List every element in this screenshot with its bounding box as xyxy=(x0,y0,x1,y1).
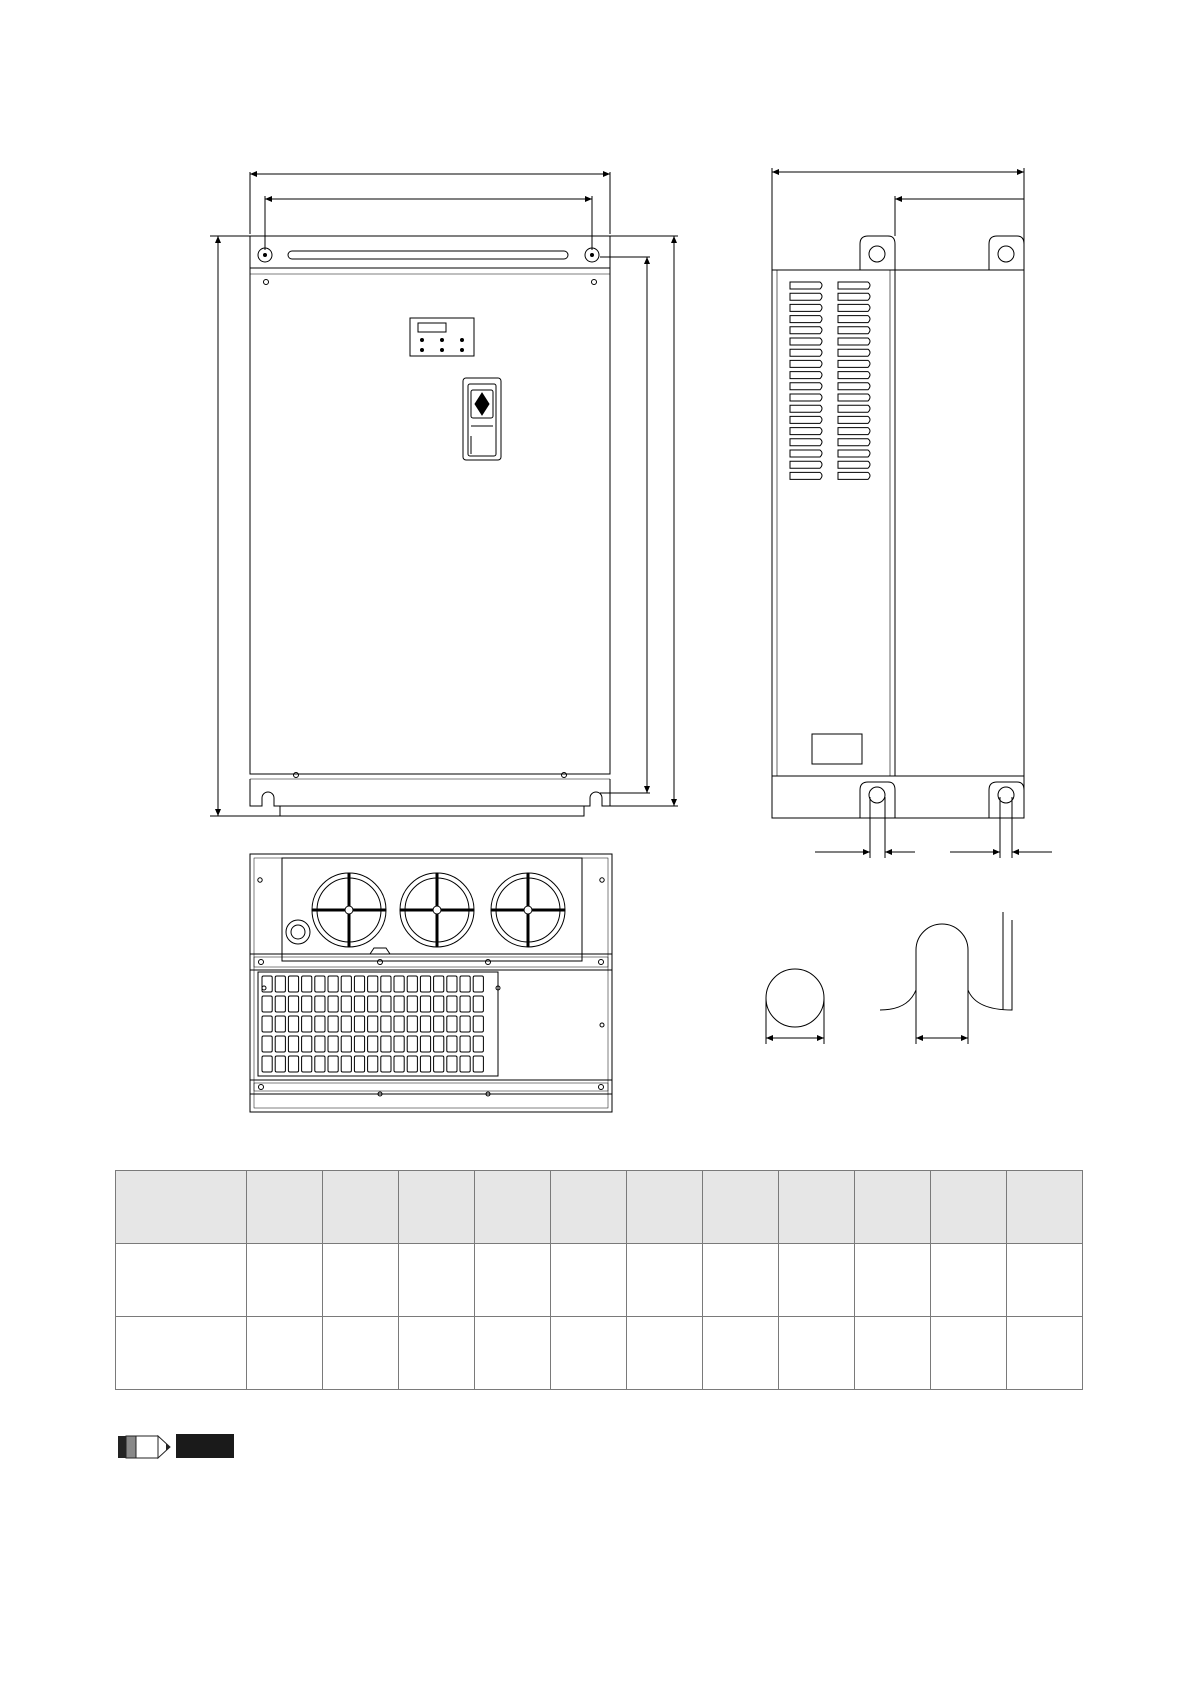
table-cell xyxy=(703,1317,779,1390)
grille-slot xyxy=(407,1056,417,1072)
grille-slot xyxy=(341,1016,351,1032)
grille-slot xyxy=(354,1016,364,1032)
grille-slot xyxy=(394,1036,404,1052)
grille-slot xyxy=(328,1056,338,1072)
grille-slot xyxy=(315,1036,325,1052)
vent-slot xyxy=(790,416,822,423)
vent-slot xyxy=(790,428,822,435)
table-cell xyxy=(855,1244,931,1317)
top-slot xyxy=(288,251,568,259)
grille-slot xyxy=(275,1036,285,1052)
front-view xyxy=(210,172,678,816)
ventilation-louvres xyxy=(790,282,870,479)
dimension-mounting-width xyxy=(265,196,592,250)
grille-slot xyxy=(341,1036,351,1052)
grille-slot xyxy=(275,1056,285,1072)
grille-slot xyxy=(368,976,378,992)
cable-gland-icon xyxy=(286,920,310,944)
grille-slot xyxy=(288,996,298,1012)
table-cell xyxy=(247,1244,323,1317)
vent-slot xyxy=(790,372,822,379)
table-cell xyxy=(779,1244,855,1317)
grille-slot xyxy=(434,996,444,1012)
grille-slot xyxy=(381,1016,391,1032)
dimension-mounting-height xyxy=(600,257,650,793)
grille-slot xyxy=(460,1056,470,1072)
vent-slot xyxy=(790,327,822,334)
grille-slot xyxy=(407,1016,417,1032)
grille-slot xyxy=(315,1056,325,1072)
table-header-row xyxy=(116,1171,1083,1244)
grille-slot xyxy=(381,1056,391,1072)
vent-slot xyxy=(838,416,870,423)
grille-slot xyxy=(394,1056,404,1072)
grille-slot xyxy=(315,996,325,1012)
grille-slot xyxy=(368,1016,378,1032)
grille-slot xyxy=(447,1016,457,1032)
grille-slot xyxy=(394,1016,404,1032)
front-panel xyxy=(250,268,610,774)
vent-slot xyxy=(790,450,822,457)
table-cell xyxy=(703,1244,779,1317)
table-row xyxy=(116,1317,1083,1390)
dimension-overall-height xyxy=(210,236,280,816)
table-header-cell xyxy=(399,1171,475,1244)
grille-slot xyxy=(394,996,404,1012)
vent-slot xyxy=(838,472,870,479)
grille-slot xyxy=(328,996,338,1012)
grille-slot xyxy=(354,1036,364,1052)
table-cell xyxy=(323,1244,399,1317)
grille-slot xyxy=(315,976,325,992)
dimension-overall-width xyxy=(250,172,610,234)
grille-slot xyxy=(420,1036,430,1052)
table-cell xyxy=(399,1317,475,1390)
fan-icon xyxy=(491,873,565,947)
grille-slot xyxy=(262,1016,272,1032)
table-cell xyxy=(931,1317,1007,1390)
grille-slot xyxy=(407,976,417,992)
grille-slot xyxy=(460,976,470,992)
grille-slot xyxy=(275,996,285,1012)
grille-slot xyxy=(368,1056,378,1072)
vent-slot xyxy=(790,349,822,356)
table-cell xyxy=(551,1244,627,1317)
grille-slot xyxy=(420,996,430,1012)
grille-slot xyxy=(434,976,444,992)
air-grille xyxy=(258,972,498,1076)
vent-slot xyxy=(790,304,822,311)
grille-slot xyxy=(473,1036,483,1052)
table-cell xyxy=(116,1244,247,1317)
grille-slot xyxy=(288,1036,298,1052)
grille-slot xyxy=(447,996,457,1012)
top-mounting-plate xyxy=(250,236,610,268)
grille-slot xyxy=(302,1036,312,1052)
vent-slot xyxy=(790,439,822,446)
vent-slot xyxy=(838,383,870,390)
grille-slot xyxy=(420,976,430,992)
grille-slot xyxy=(288,976,298,992)
door-handle xyxy=(463,378,501,460)
grille-slot xyxy=(354,1056,364,1072)
vent-slot xyxy=(838,316,870,323)
grille-slot xyxy=(315,1016,325,1032)
side-view xyxy=(772,168,1052,858)
dimension-body-height xyxy=(610,236,678,806)
vent-slot xyxy=(790,293,822,300)
grille-slot xyxy=(460,1036,470,1052)
table-cell xyxy=(399,1244,475,1317)
grille-slot xyxy=(262,1036,272,1052)
vent-slot xyxy=(838,293,870,300)
grille-slot xyxy=(328,976,338,992)
grille-slot xyxy=(288,1016,298,1032)
dimension-overall-depth xyxy=(772,168,1024,270)
dimension-hole-diameter xyxy=(815,797,1052,858)
grille-slot xyxy=(341,1056,351,1072)
vent-slot xyxy=(790,394,822,401)
vent-slot xyxy=(838,394,870,401)
table-header-cell xyxy=(703,1171,779,1244)
fan-icon xyxy=(312,873,386,947)
vent-slot xyxy=(790,472,822,479)
mounting-slot-detail xyxy=(880,912,1012,1044)
table-cell xyxy=(1007,1317,1083,1390)
vent-slot xyxy=(838,461,870,468)
grille-slot xyxy=(394,976,404,992)
vent-slot xyxy=(838,282,870,289)
grille-slot xyxy=(302,996,312,1012)
vent-slot xyxy=(790,461,822,468)
grille-slot xyxy=(434,1036,444,1052)
grille-slot xyxy=(288,1056,298,1072)
table-cell xyxy=(116,1317,247,1390)
grille-slot xyxy=(302,1016,312,1032)
grille-slot xyxy=(407,1036,417,1052)
side-panel xyxy=(772,270,1024,776)
table-cell xyxy=(323,1317,399,1390)
grille-slot xyxy=(328,1036,338,1052)
grille-slot xyxy=(328,1016,338,1032)
table-header-cell xyxy=(627,1171,703,1244)
nameplate xyxy=(812,734,862,764)
table-cell xyxy=(247,1317,323,1390)
grille-slot xyxy=(368,1036,378,1052)
table-header-cell xyxy=(323,1171,399,1244)
grille-slot xyxy=(275,976,285,992)
grille-slot xyxy=(262,996,272,1012)
grille-slot xyxy=(434,1016,444,1032)
vent-slot xyxy=(790,405,822,412)
table-cell xyxy=(475,1244,551,1317)
grille-slot xyxy=(302,1056,312,1072)
grille-slot xyxy=(447,976,457,992)
grille-slot xyxy=(368,996,378,1012)
vent-slot xyxy=(838,439,870,446)
vent-slot xyxy=(790,383,822,390)
table-cell xyxy=(1007,1244,1083,1317)
grille-slot xyxy=(473,976,483,992)
vent-slot xyxy=(838,372,870,379)
table-cell xyxy=(475,1317,551,1390)
vent-slot xyxy=(838,428,870,435)
table-header-cell xyxy=(116,1171,247,1244)
table-header-cell xyxy=(779,1171,855,1244)
fan-icon xyxy=(400,873,474,947)
table-cell xyxy=(627,1244,703,1317)
vent-slot xyxy=(838,338,870,345)
bottom-view xyxy=(250,854,612,1112)
grille-slot xyxy=(460,996,470,1012)
grille-slot xyxy=(381,1036,391,1052)
grille-slot xyxy=(473,1016,483,1032)
grille-slot xyxy=(275,1016,285,1032)
table-header-cell xyxy=(931,1171,1007,1244)
vent-slot xyxy=(790,338,822,345)
dimension-heatsink-depth xyxy=(895,196,1024,236)
grille-slot xyxy=(341,976,351,992)
grille-slot xyxy=(262,1056,272,1072)
grille-slot xyxy=(420,1056,430,1072)
grille-slot xyxy=(447,1036,457,1052)
vent-slot xyxy=(790,316,822,323)
grille-slot xyxy=(354,996,364,1012)
table-header-cell xyxy=(475,1171,551,1244)
vent-slot xyxy=(838,450,870,457)
grille-slot xyxy=(381,996,391,1012)
keypad xyxy=(410,318,474,356)
vent-slot xyxy=(838,405,870,412)
table-cell xyxy=(551,1317,627,1390)
vent-slot xyxy=(838,349,870,356)
mounting-hole-detail xyxy=(766,969,824,1044)
grille-slot xyxy=(407,996,417,1012)
grille-slot xyxy=(381,976,391,992)
grille-slot xyxy=(434,1056,444,1072)
table-header-cell xyxy=(855,1171,931,1244)
table-cell xyxy=(855,1317,931,1390)
table-cell xyxy=(931,1244,1007,1317)
grille-slot xyxy=(473,996,483,1012)
grille-slot xyxy=(341,996,351,1012)
vent-slot xyxy=(838,304,870,311)
table-cell xyxy=(779,1317,855,1390)
vent-slot xyxy=(838,327,870,334)
grille-slot xyxy=(473,1056,483,1072)
vent-slot xyxy=(790,282,822,289)
table-row xyxy=(116,1244,1083,1317)
grille-slot xyxy=(354,976,364,992)
table-header-cell xyxy=(1007,1171,1083,1244)
bottom-mounting-plate xyxy=(250,779,610,816)
table-cell xyxy=(627,1317,703,1390)
grille-slot xyxy=(420,1016,430,1032)
grille-slot xyxy=(460,1016,470,1032)
grille-slot xyxy=(302,976,312,992)
dimension-table xyxy=(115,1170,1083,1390)
vent-slot xyxy=(790,360,822,367)
note-label xyxy=(176,1434,234,1458)
table-header-cell xyxy=(247,1171,323,1244)
grille-slot xyxy=(447,1056,457,1072)
vent-slot xyxy=(838,360,870,367)
table-header-cell xyxy=(551,1171,627,1244)
